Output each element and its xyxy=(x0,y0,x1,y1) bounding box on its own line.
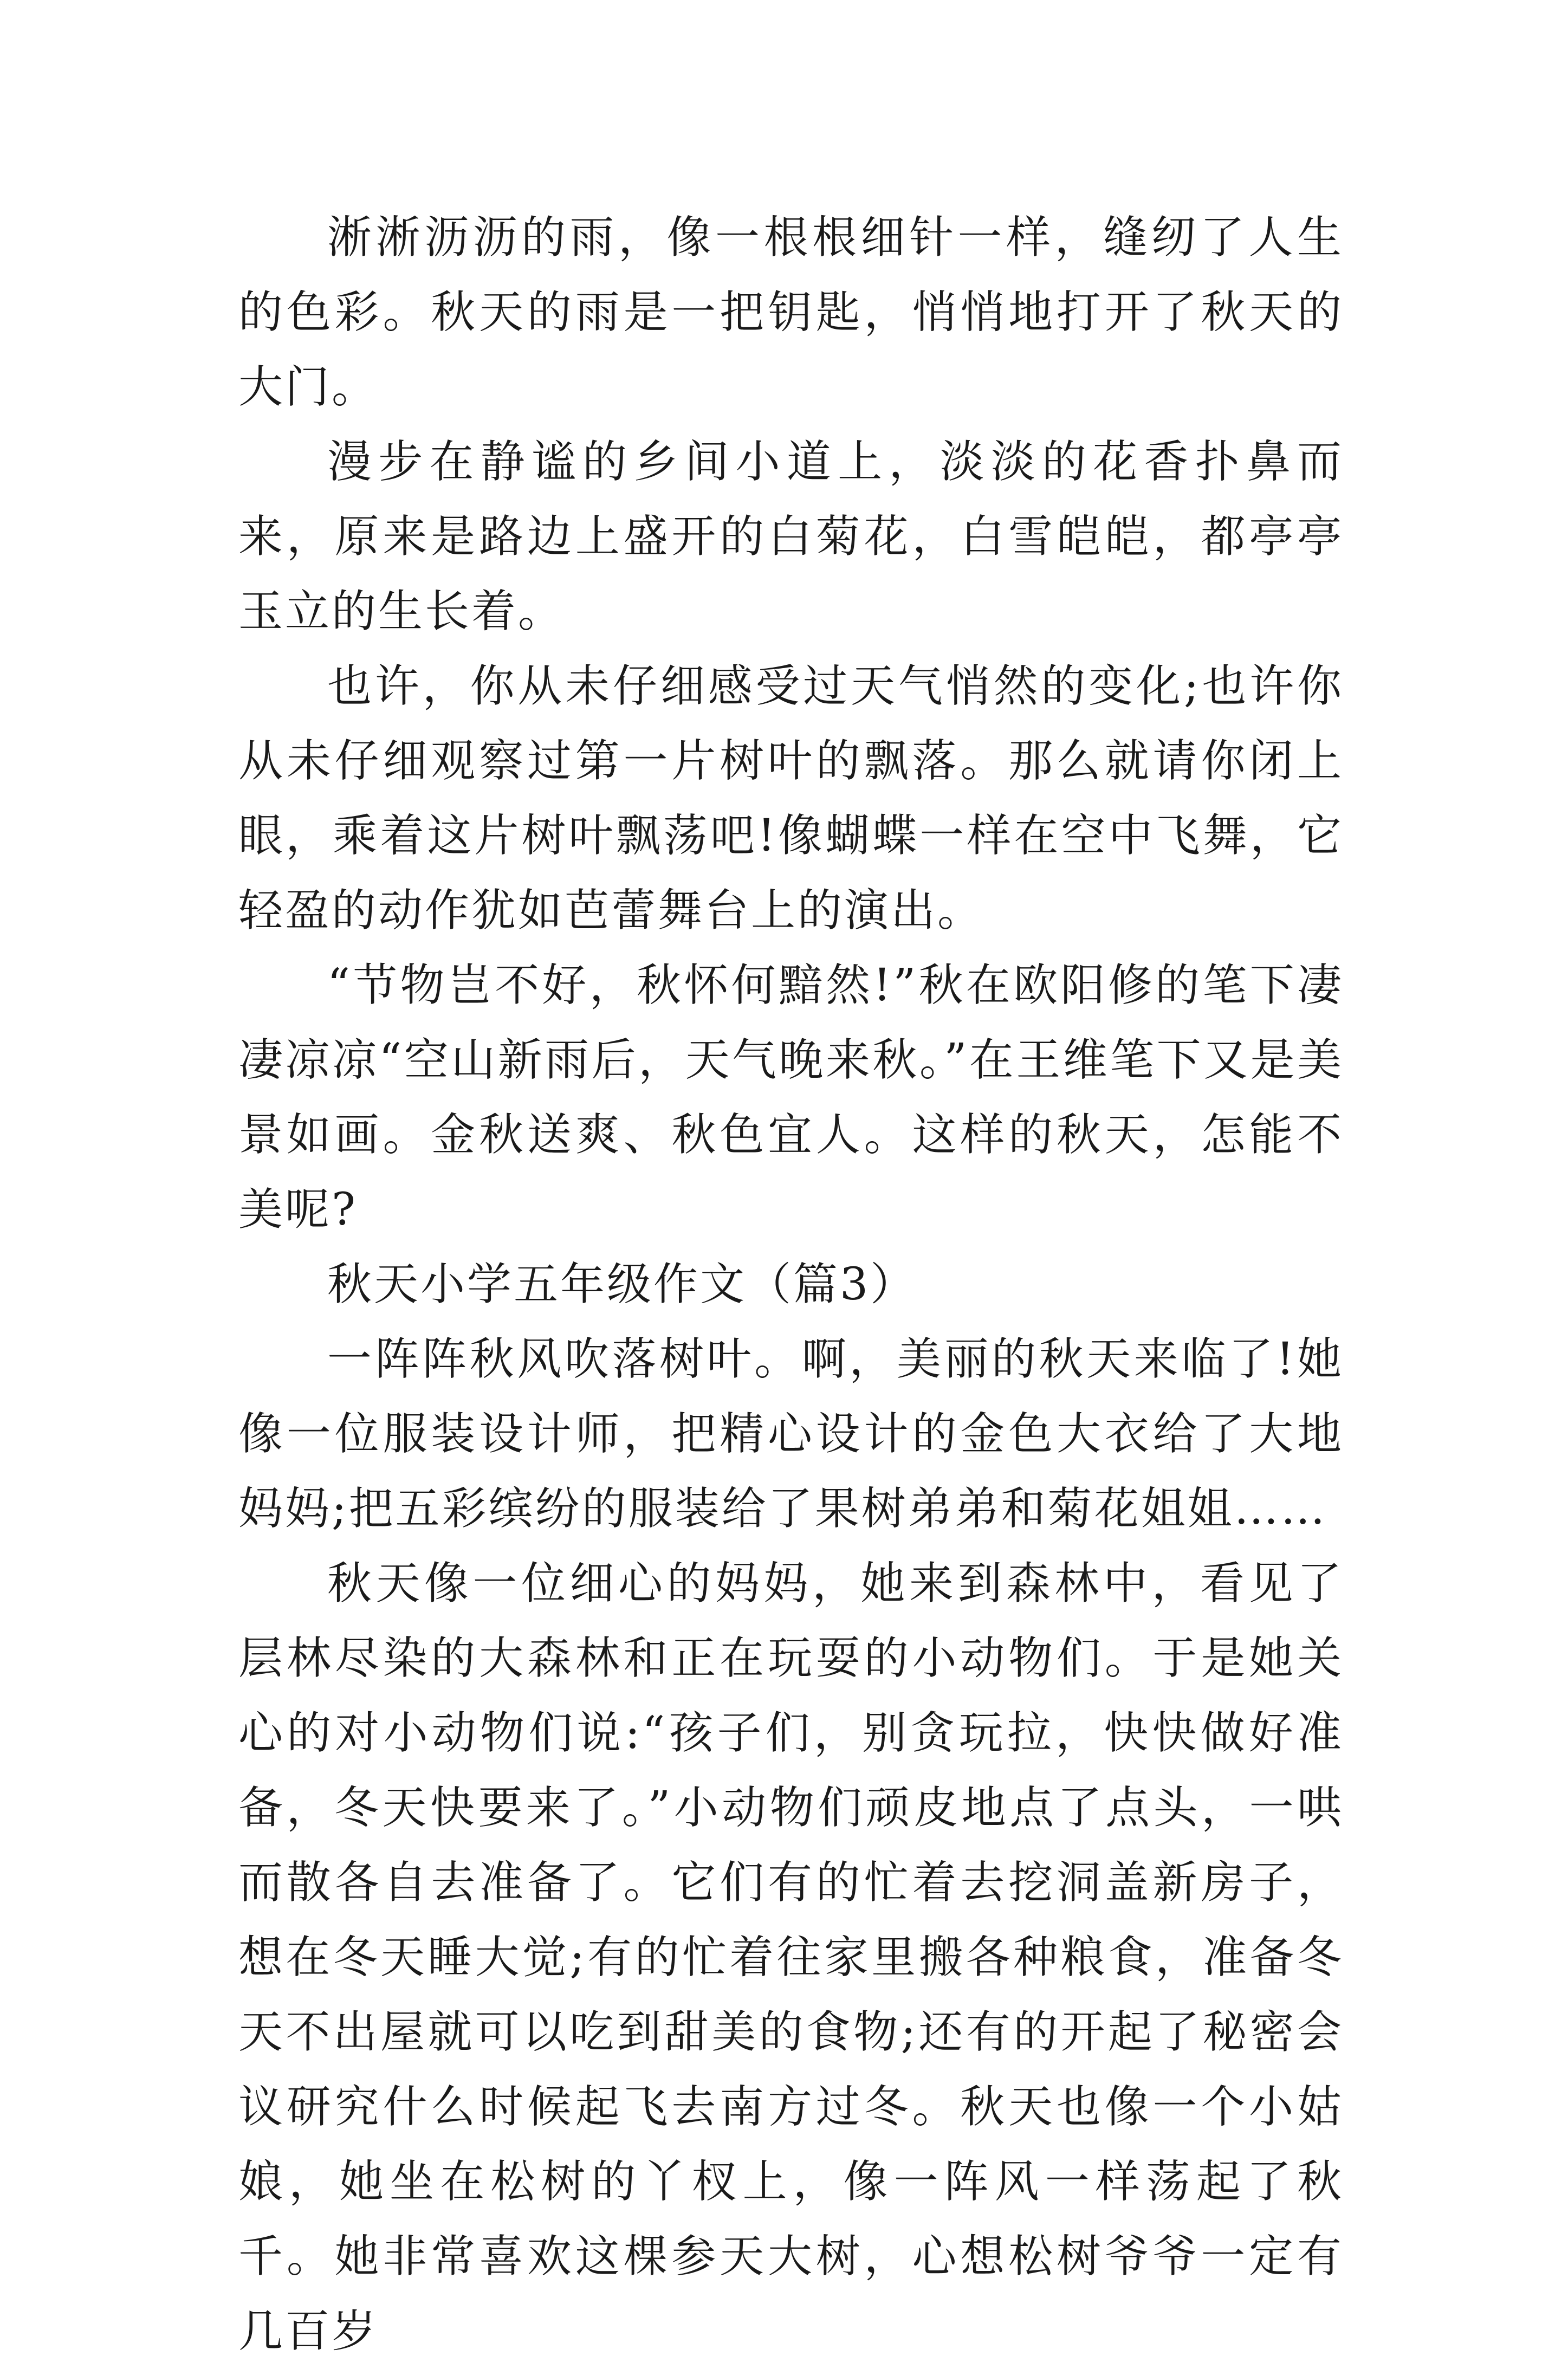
section-heading: 秋天小学五年级作文（篇3） xyxy=(327,1259,917,1310)
paragraph-rain: 淅淅沥沥的雨，像一根根细针一样，缝纫了人生的色彩。秋天的雨是一把钥匙，悄悄地打开了秋天的大门。 xyxy=(238,212,1344,413)
paragraph-falling-leaf: 也许，你从未仔细感受过天气悄然的变化;也许你从未仔细观察过第一片树叶的飘落。那么就请你闭上眼，乘着这片树叶飘荡吧!像蝴蝶一样在空中飞舞，它轻盈的动作犹如芭蕾舞台上的演出。 xyxy=(238,661,1344,936)
paragraph-poetry: “节物岂不好，秋怀何黯然!”秋在欧阳修的笔下凄凄凉凉“空山新雨后，天气晚来秋。”在王维笔下又是美景如画。金秋送爽、秋色宜人。这样的秋天，怎能不美呢? xyxy=(238,960,1344,1235)
paragraph-autumn-mother: 秋天像一位细心的妈妈，她来到森林中，看见了层林尽染的大森林和正在玩耍的小动物们。于是她关心的对小动物们说:“孩子们，别贪玩拉，快快做好准备，冬天快要来了。”小动物们顽皮地点了点头，一哄而散各自去准备了。它们有的忙着去挖洞盖新房子，想在冬天睡大觉;有的忙着往家里搬各种粮食，准备冬天不出屋就可以吃到甜美的食物;还有的开起了秘密会议研究什么时候起飞去南方过冬。秋天也像一个小姑娘，她坐在松树的丫杈上，像一阵风一样荡起了秋千。她非常喜欢这棵参天大树，心想松树爷爷一定有几百岁 xyxy=(238,1558,1344,2357)
paragraph-country-road: 漫步在静谧的乡间小道上，淡淡的花香扑鼻而来，原来是路边上盛开的白菊花，白雪皑皑，都亭亭玉立的生长着。 xyxy=(238,436,1344,637)
document-body xyxy=(238,200,1344,2369)
paragraph-autumn-wind: 一阵阵秋风吹落树叶。啊，美丽的秋天来临了!她像一位服装设计师，把精心设计的金色大衣给了大地妈妈;把五彩缤纷的服装给了果树弟弟和菊花姐姐…… xyxy=(238,1334,1344,1535)
